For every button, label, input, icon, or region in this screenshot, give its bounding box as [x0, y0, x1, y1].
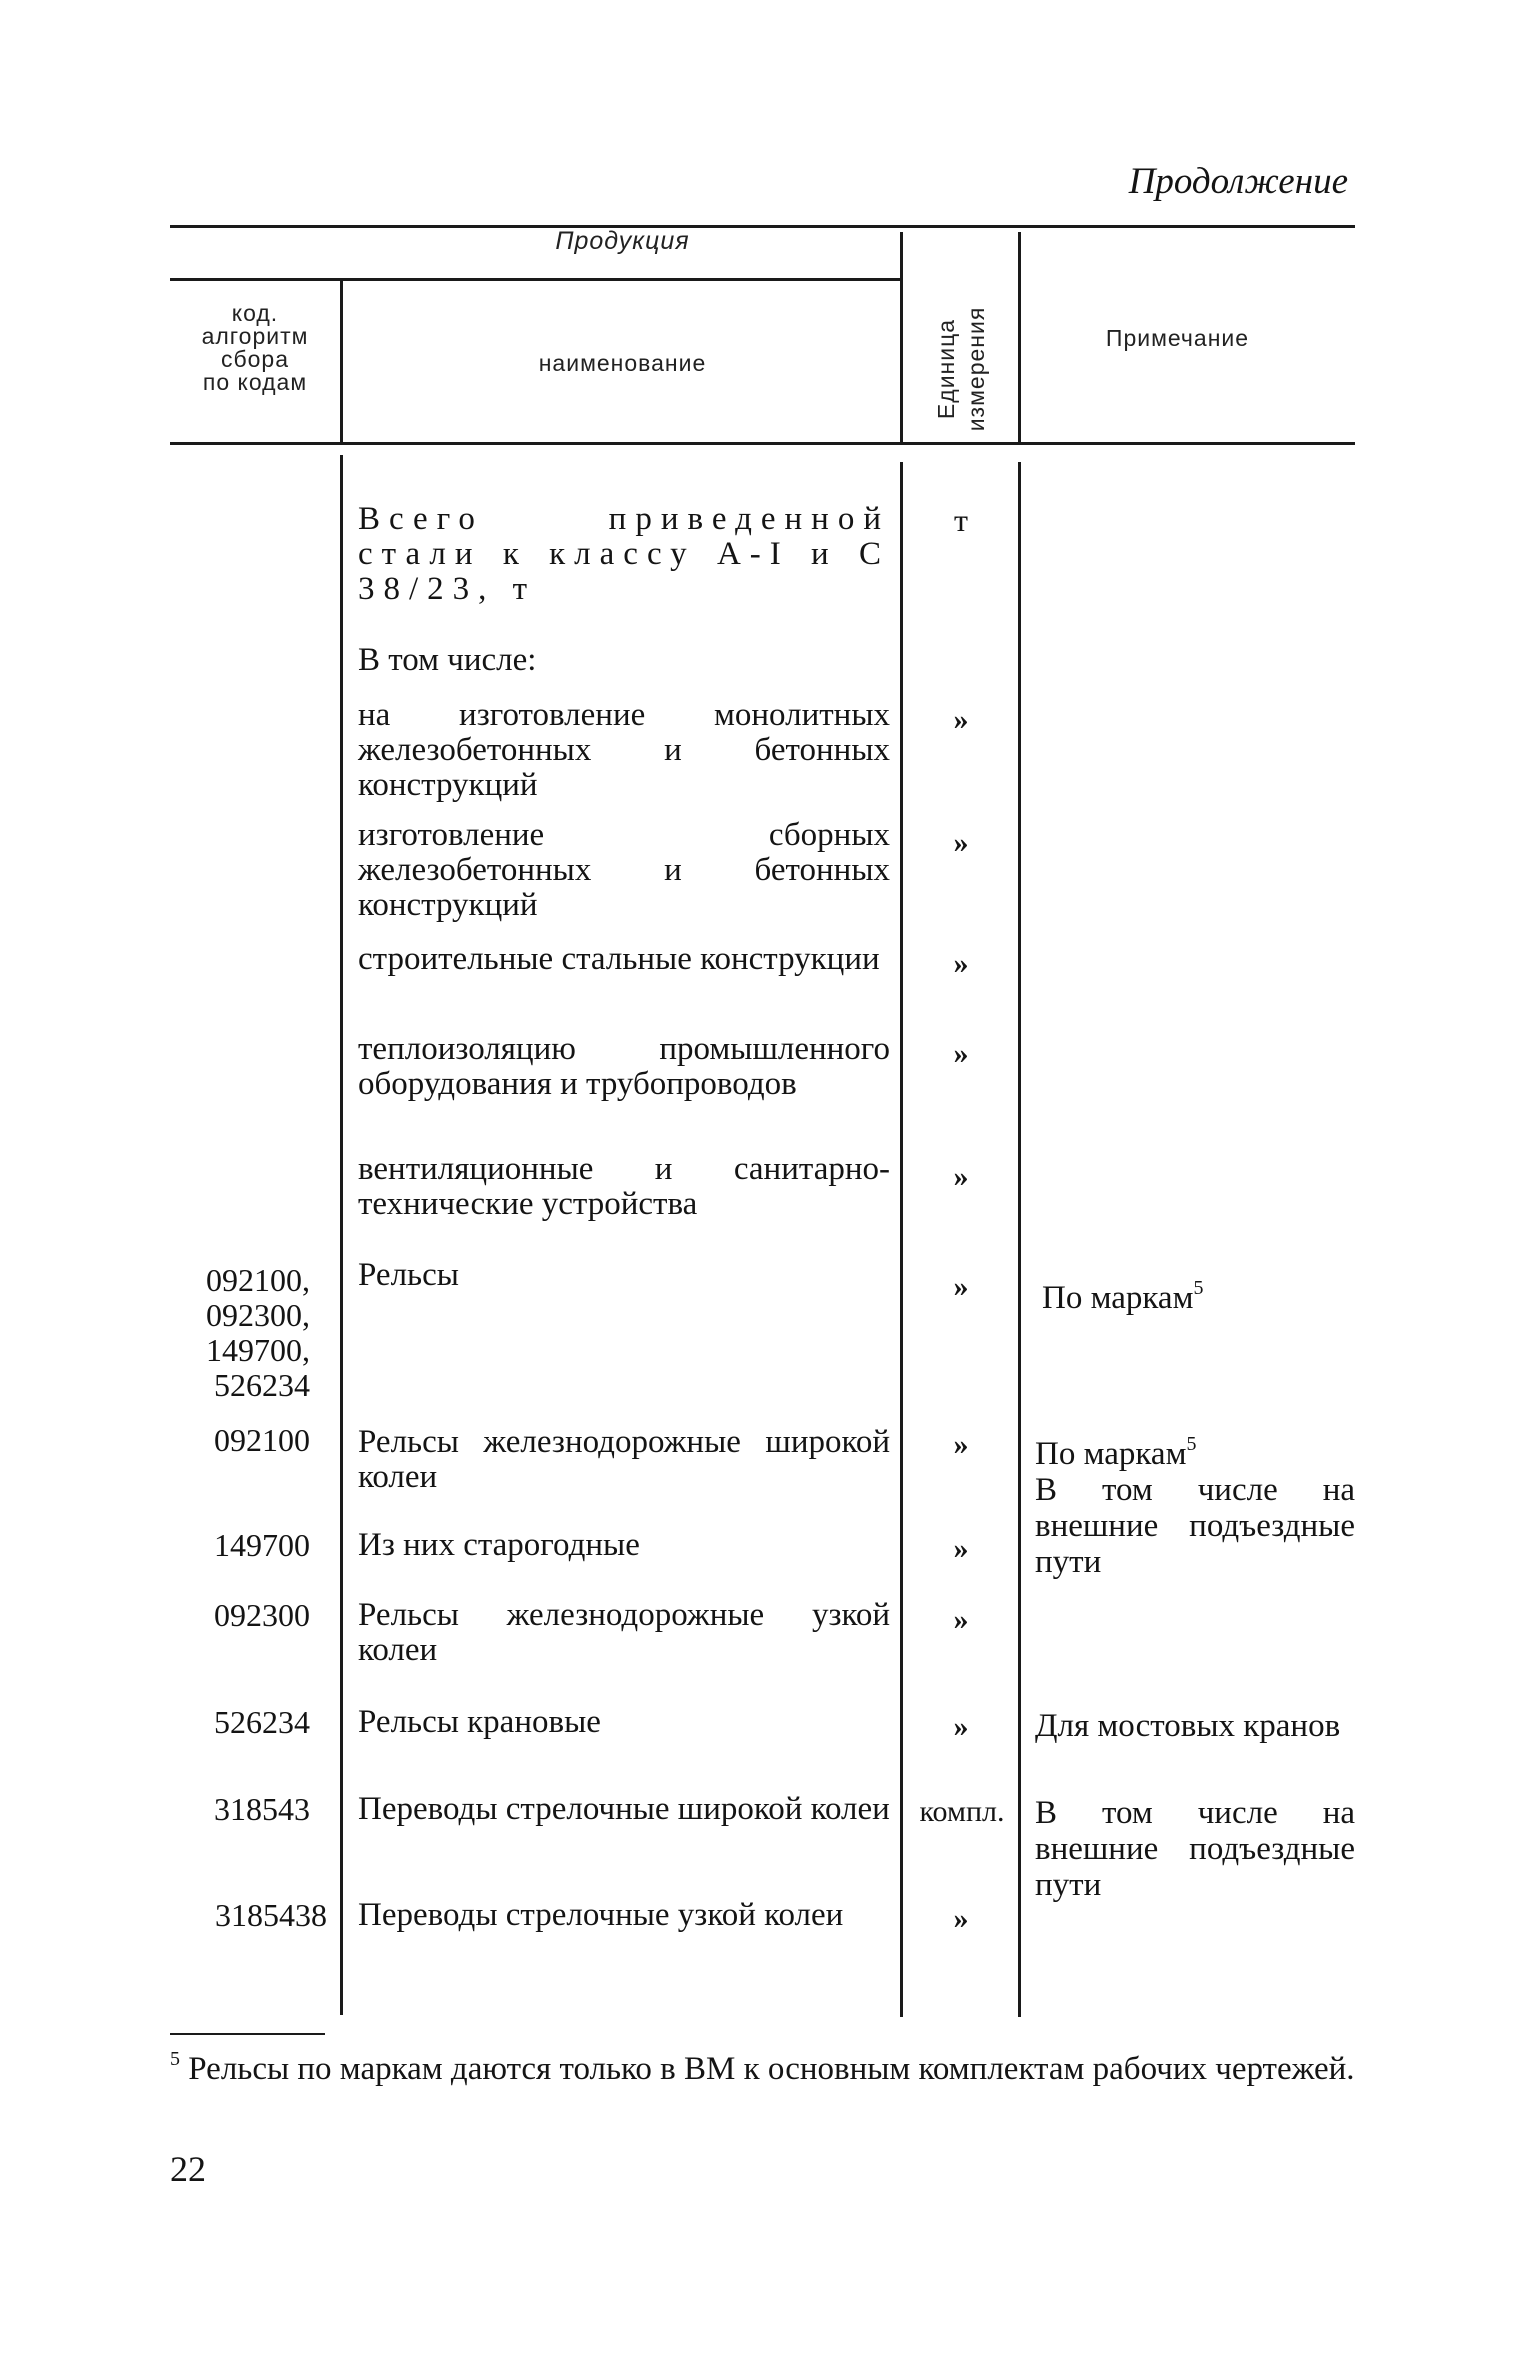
- table-row-name: В том числе:: [358, 642, 537, 678]
- product-group-rule: [170, 278, 900, 281]
- table-row-name: Переводы стрелочные широкой колеи: [358, 1791, 890, 1827]
- table-row-note: По маркам$^5$ В том числе на внешние подъездные пути: [1035, 1433, 1355, 1580]
- header-product-group: Продукция: [555, 227, 690, 255]
- table-row-code: 526234: [214, 1704, 310, 1740]
- table-row-code: 092100, 092300, 149700, 526234: [206, 1262, 310, 1403]
- table-row-unit: »: [953, 703, 969, 736]
- table-row-name: на изготовление монолитных железобетонных и бетонных конструкций: [358, 697, 890, 803]
- table-row-name: Переводы стрелочные узкой колеи: [358, 1897, 844, 1933]
- table-row-unit: »: [953, 826, 969, 859]
- table-row-name: вентиляционные и санитарно-технические устройства: [358, 1151, 890, 1222]
- table-row-unit: »: [953, 1270, 969, 1303]
- table-row-unit: »: [953, 1603, 969, 1636]
- table-row-unit: компл.: [919, 1795, 1005, 1828]
- header-unit: Единица измерения: [933, 306, 989, 432]
- table-row-code: 092100: [214, 1422, 310, 1458]
- header-code: код. алгоритм сбора по кодам: [201, 300, 309, 395]
- table-row-code: 092300: [214, 1597, 310, 1633]
- table-row-name: Рельсы крановые: [358, 1704, 601, 1740]
- column-divider-unit-body: [1018, 462, 1021, 2017]
- continuation-label: Продолжение: [1128, 161, 1348, 202]
- column-divider-unit: [1018, 232, 1021, 442]
- table-row-code: 3185438: [215, 1897, 327, 1933]
- header-name: наименование: [538, 350, 707, 376]
- page-number: 22: [170, 2149, 206, 2189]
- table-row-unit: »: [953, 947, 969, 980]
- table-row-code: 149700: [214, 1527, 310, 1563]
- table-row-code: 318543: [214, 1791, 310, 1827]
- table-row-note: Для мостовых кранов: [1035, 1708, 1341, 1744]
- table-row-unit: »: [953, 1710, 969, 1743]
- table-row-unit: »: [953, 1037, 969, 1070]
- table-row-note: По маркам$^5$: [1042, 1277, 1204, 1316]
- table-row-name: Рельсы железнодорожные широкой колеи: [358, 1424, 890, 1495]
- table-row-unit: »: [953, 1428, 969, 1461]
- header-bottom-rule: [170, 442, 1355, 445]
- table-row-name: теплоизоляцию промышленного оборудования и трубопроводов: [358, 1031, 890, 1102]
- column-divider-code: [340, 280, 343, 442]
- table-row-unit: »: [953, 1160, 969, 1193]
- table-row-unit: »: [953, 1902, 969, 1935]
- table-row-note: В том числе на внешние подъездные пути: [1035, 1795, 1355, 1903]
- footnote: $^5$ Рельсы по маркам даются только в ВМ к основным комплектам рабочих чертежей.: [170, 2048, 1355, 2087]
- column-divider-name-body: [900, 462, 903, 2017]
- table-row-name: Рельсы железнодорожные узкой колеи: [358, 1597, 890, 1668]
- table-row-name: строительные стальные конструкции: [358, 941, 880, 977]
- table-row-name: Из них старогодные: [358, 1527, 640, 1563]
- column-divider-code-body: [340, 455, 343, 2015]
- column-divider-name: [900, 232, 903, 442]
- table-row-unit: т: [954, 502, 968, 538]
- table-row-name: Всего приведенной стали к классу А-I и С 38/23, т: [358, 501, 890, 607]
- table-row-name: Рельсы: [358, 1257, 459, 1293]
- header-note: Примечание: [1105, 325, 1250, 351]
- table-row-unit: »: [953, 1532, 969, 1565]
- table-row-name: изготовление сборных железобетонных и бетонных конструкций: [358, 817, 890, 923]
- footnote-rule: [170, 2033, 325, 2035]
